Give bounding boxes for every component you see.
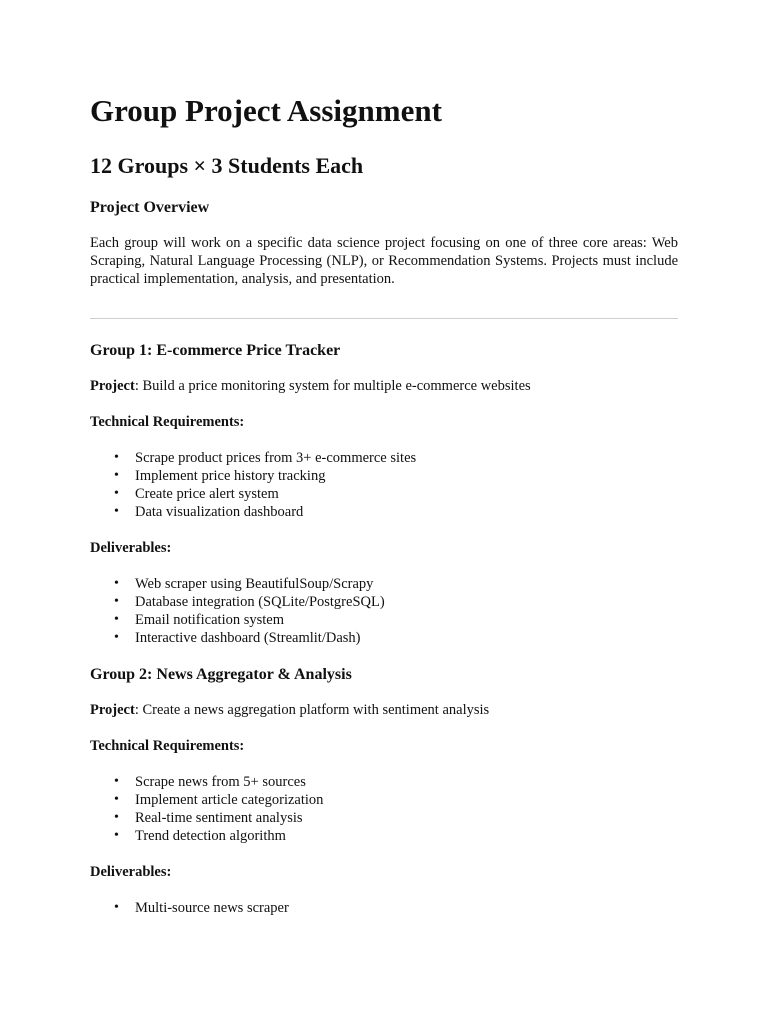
list-item: • Implement price history tracking (135, 467, 678, 485)
list-item: • Scrape news from 5+ sources (135, 773, 678, 791)
group-1-project (90, 377, 678, 395)
list-item: • Trend detection algorithm (135, 827, 678, 845)
list-item: • Multi-source news scraper (135, 899, 678, 917)
list-item: • Create price alert system (135, 485, 678, 503)
list-item: • Scrape product prices from 3+ e-commerce sites (135, 449, 678, 467)
group-2-tech-list (90, 773, 678, 845)
list-item: • Interactive dashboard (Streamlit/Dash) (135, 629, 678, 647)
group-1-project-text: : Build a price monitoring system for multiple e-commerce websites (134, 378, 531, 394)
group-2-tech-heading: Technical Requirements: (90, 738, 245, 754)
group-1-heading: Group 1: E-commerce Price Tracker (90, 342, 341, 359)
group-2-deliverables-heading: Deliverables: (90, 864, 172, 880)
list-item: • Email notification system (135, 611, 678, 629)
list-item: • Implement article categorization (135, 791, 678, 809)
section-divider (90, 318, 678, 319)
overview-text: Each group will work on a specific data science project focusing on one of three core areas: Web Scraping, Natural Language Processing (NLP), or Recommendation Systems. Projects must include practical implementation, analysis, and presentation. (90, 235, 678, 287)
group-2-heading: Group 2: News Aggregator & Analysis (90, 666, 352, 683)
group-2-project (90, 701, 678, 719)
overview-section (90, 198, 678, 288)
group-2-project-label: Project (90, 702, 135, 718)
group-2-project-text: : Create a news aggregation platform with sentiment analysis (134, 702, 490, 718)
group-1-project-label: Project (90, 378, 135, 394)
group-1-section (90, 341, 678, 647)
list-item: • Real-time sentiment analysis (135, 809, 678, 827)
group-2-deliverables-list (90, 899, 678, 917)
list-item: • Web scraper using BeautifulSoup/Scrapy (135, 575, 678, 593)
group-2-section (90, 665, 678, 917)
list-item: • Database integration (SQLite/PostgreSQL) (135, 593, 678, 611)
page-title: Group Project Assignment (90, 93, 442, 128)
group-1-deliverables-heading: Deliverables: (90, 540, 172, 556)
page-subtitle: 12 Groups × 3 Students Each (90, 153, 364, 178)
group-1-tech-heading: Technical Requirements: (90, 414, 245, 430)
group-1-deliverables-list (90, 575, 678, 647)
group-1-tech-list (90, 449, 678, 521)
list-item: • Data visualization dashboard (135, 503, 678, 521)
overview-heading: Project Overview (90, 199, 210, 216)
